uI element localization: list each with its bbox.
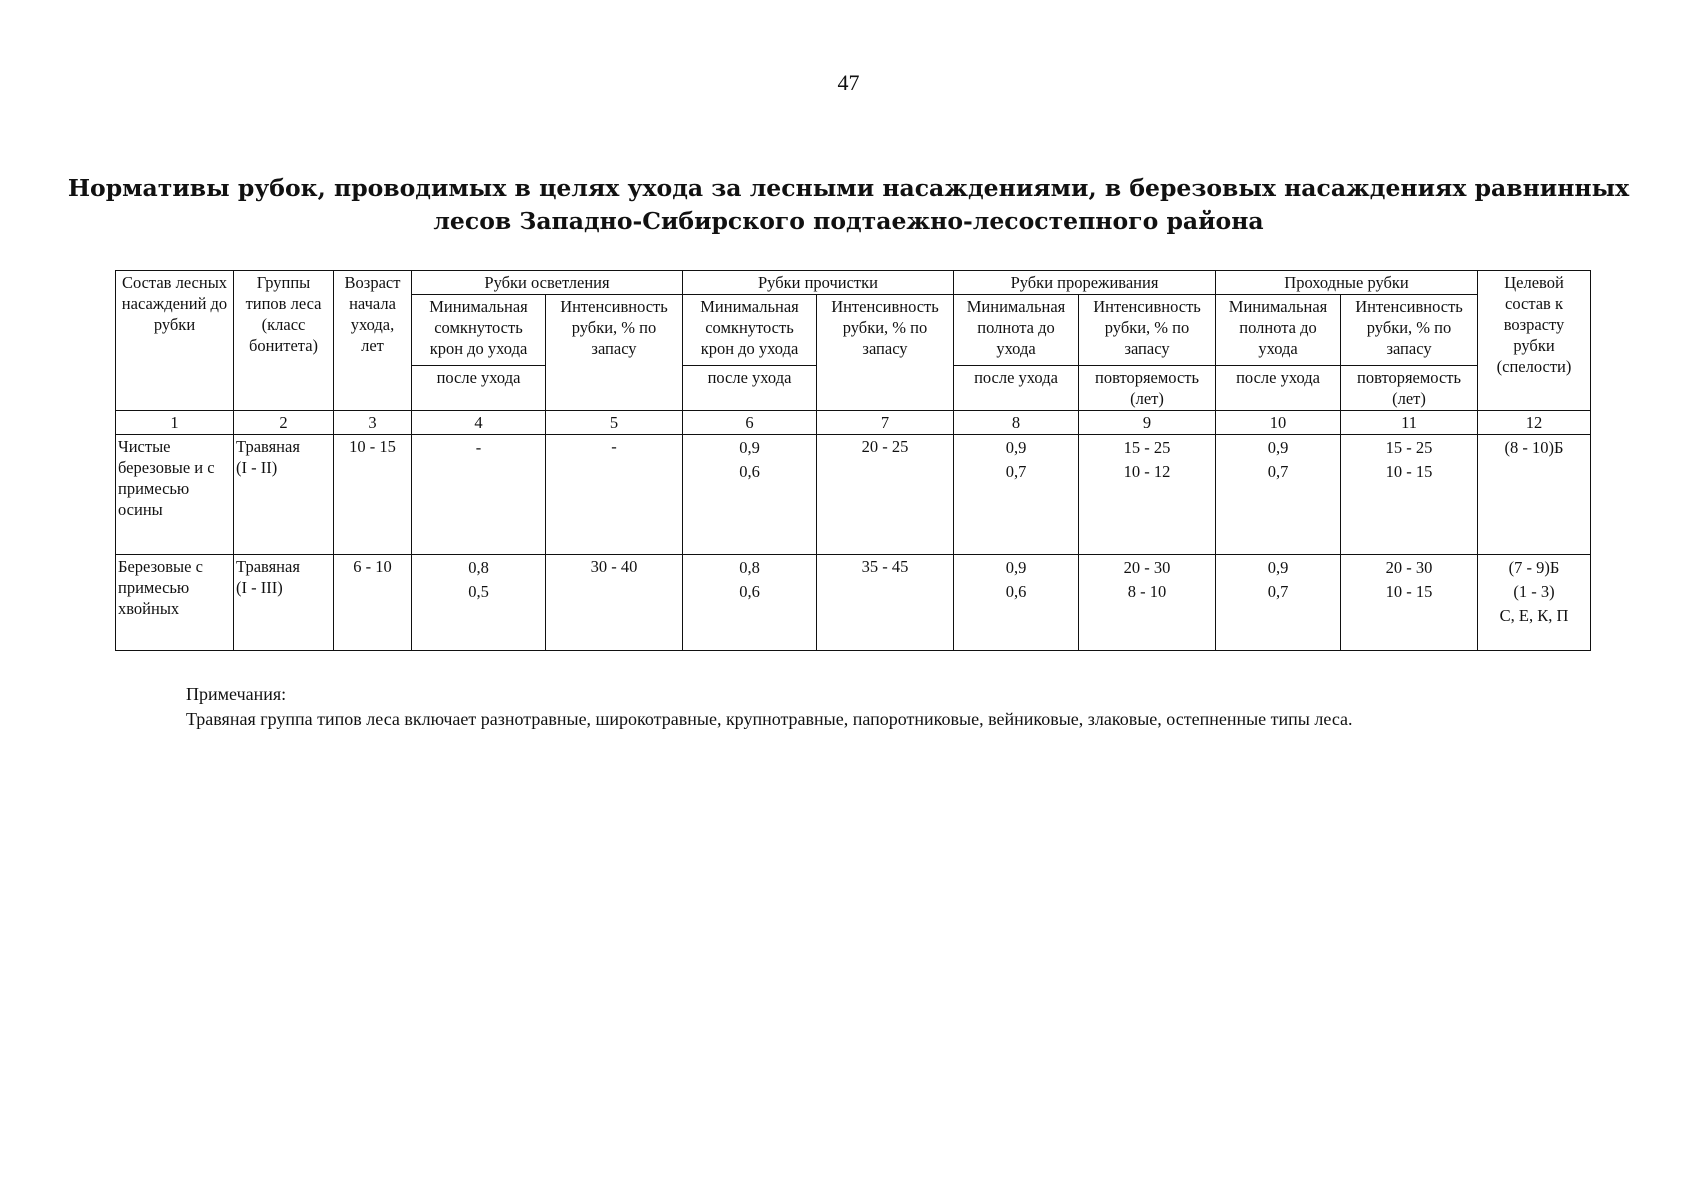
cell-passing-intensity: 15 - 25 10 - 15 [1341,435,1478,555]
column-number-row [116,411,1591,435]
header-start-age: Возраст начала ухода, лет [334,271,412,411]
cell-lighting-intensity: - [546,435,683,555]
page-number: 47 [837,70,860,95]
header-target-composition: Целевой состав к возрасту рубки (спелости) [1478,271,1591,411]
cell-lighting-canopy: - [412,435,546,555]
header-thinning-min-density: Минимальная полнота до ухода [954,295,1079,366]
cell-lighting-intensity: 30 - 40 [546,555,683,651]
header-group-thinning: Рубки прореживания [954,271,1216,295]
cell-cleaning-canopy: 0,9 0,6 [683,435,817,555]
header-group-passing: Проходные рубки [1216,271,1478,295]
cell-target-composition: (7 - 9)Б (1 - 3) С, Е, К, П [1478,555,1591,651]
document-title [60,172,1637,238]
cell-passing-density: 0,9 0,7 [1216,555,1341,651]
header-lighting-min-canopy: Минимальная сомкнутость крон до ухода [412,295,546,366]
column-number: 7 [817,411,954,435]
header-group-lighting: Рубки осветления [412,271,683,295]
column-number: 8 [954,411,1079,435]
column-number: 11 [1341,411,1478,435]
cell-forest-group: Травяная (I - III) [234,555,334,651]
table-row [116,435,1591,555]
cell-forest-group: Травяная (I - II) [234,435,334,555]
cell-target-composition: (8 - 10)Б [1478,435,1591,555]
cell-cleaning-canopy: 0,8 0,6 [683,555,817,651]
header-cleaning-after-care: после ухода [683,366,817,411]
column-number: 6 [683,411,817,435]
column-number: 2 [234,411,334,435]
column-number: 3 [334,411,412,435]
column-number: 1 [116,411,234,435]
header-passing-repeat: повторяемость (лет) [1341,366,1478,411]
cell-thinning-intensity: 20 - 30 8 - 10 [1079,555,1216,651]
table-row [116,555,1591,651]
cell-passing-density: 0,9 0,7 [1216,435,1341,555]
header-row-1 [116,271,1591,295]
header-passing-min-density: Минимальная полнота до ухода [1216,295,1341,366]
header-cleaning-intensity: Интенсивность рубки, % по запасу [817,295,954,411]
header-thinning-intensity: Интенсивность рубки, % по запасу [1079,295,1216,366]
header-lighting-intensity: Интенсивность рубки, % по запасу [546,295,683,411]
column-number: 10 [1216,411,1341,435]
cell-cleaning-intensity: 35 - 45 [817,555,954,651]
cell-thinning-intensity: 15 - 25 10 - 12 [1079,435,1216,555]
cell-start-age: 10 - 15 [334,435,412,555]
header-thinning-repeat: повторяемость (лет) [1079,366,1216,411]
cell-thinning-density: 0,9 0,6 [954,555,1079,651]
header-forest-groups: Группы типов леса (класс бонитета) [234,271,334,411]
header-passing-after-care: после ухода [1216,366,1341,411]
cell-composition: Чистые березовые и с примесью осины [116,435,234,555]
column-number: 12 [1478,411,1591,435]
column-number: 9 [1079,411,1216,435]
cell-start-age: 6 - 10 [334,555,412,651]
cell-lighting-canopy: 0,8 0,5 [412,555,546,651]
notes-text: Травяная группа типов леса включает разнотравные, широкотравные, крупнотравные, папоротниковые, вейниковые, злаковые, остепненные типы леса. [186,709,1353,729]
cell-composition: Березовые с примесью хвойных [116,555,234,651]
norms-table [115,270,1591,651]
header-cleaning-min-canopy: Минимальная сомкнутость крон до ухода [683,295,817,366]
column-number: 4 [412,411,546,435]
notes [186,682,1606,732]
header-thinning-after-care: после ухода [954,366,1079,411]
column-number: 5 [546,411,683,435]
header-composition: Состав лесных насаждений до рубки [116,271,234,411]
header-lighting-after-care: после ухода [412,366,546,411]
title-line-2: лесов Западно-Сибирского подтаежно-лесостепного района [433,207,1264,235]
header-passing-intensity: Интенсивность рубки, % по запасу [1341,295,1478,366]
cell-passing-intensity: 20 - 30 10 - 15 [1341,555,1478,651]
title-line-1: Нормативы рубок, проводимых в целях ухода за лесными насаждениями, в березовых насаждениях равнинных [67,174,1630,202]
cell-cleaning-intensity: 20 - 25 [817,435,954,555]
header-group-cleaning: Рубки прочистки [683,271,954,295]
notes-heading: Примечания: [186,684,287,704]
cell-thinning-density: 0,9 0,7 [954,435,1079,555]
